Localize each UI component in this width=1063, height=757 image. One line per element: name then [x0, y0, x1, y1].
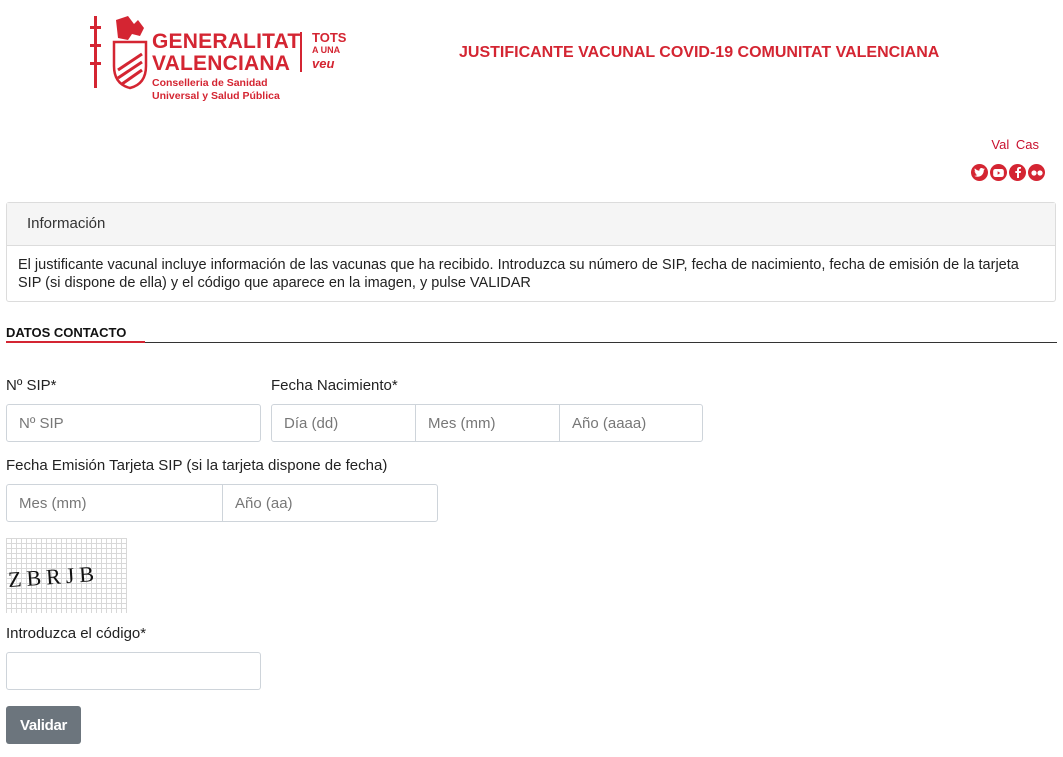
card-issue-year-input[interactable]: Año (aa) [235, 494, 293, 512]
logo-divider [300, 32, 302, 72]
info-panel-heading: Información [7, 203, 1055, 246]
language-switcher [988, 137, 1039, 152]
code-input[interactable] [6, 652, 261, 690]
language-cas-link[interactable]: Cas [1015, 137, 1039, 152]
info-panel [6, 202, 1056, 302]
card-issue-month-input[interactable]: Mes (mm) [7, 485, 223, 521]
sip-label: Nº SIP* [6, 377, 57, 394]
validate-button[interactable]: Validar [6, 706, 81, 744]
flickr-icon[interactable] [1028, 164, 1045, 181]
card-issue-date-label: Fecha Emisión Tarjeta SIP (si la tarjeta dispone de fecha) [6, 457, 388, 474]
department-name: Conselleria de Sanidad Universal y Salud Pública [152, 77, 280, 102]
sip-input[interactable]: Nº SIP [6, 404, 261, 442]
twitter-icon[interactable] [971, 164, 988, 181]
logo-motto: TOTS A UNA veu [312, 30, 347, 71]
captcha-text: ZBRJB [7, 560, 100, 593]
generalitat-logo [88, 14, 358, 104]
birth-day-input[interactable]: Día (dd) [272, 405, 416, 441]
youtube-icon[interactable] [990, 164, 1007, 181]
birth-date-label: Fecha Nacimiento* [271, 377, 398, 394]
facebook-icon[interactable] [1009, 164, 1026, 181]
page-title: JUSTIFICANTE VACUNAL COVID-19 COMUNITAT VALENCIANA [459, 44, 940, 61]
section-divider [6, 342, 1057, 343]
coat-of-arms-icon [88, 14, 148, 90]
card-issue-date-group [6, 484, 438, 522]
birth-year-input[interactable]: Año (aaaa) [572, 414, 647, 432]
section-accent-line [6, 341, 145, 343]
captcha-image [6, 538, 127, 613]
language-val-link[interactable]: Val [991, 137, 1010, 152]
section-title: DATOS CONTACTO [6, 325, 127, 340]
birth-month-input[interactable]: Mes (mm) [416, 405, 560, 441]
birth-date-group [271, 404, 703, 442]
social-links [971, 164, 1045, 181]
logo-wordmark: GENERALITAT VALENCIANA [152, 30, 301, 75]
info-panel-text: El justificante vacunal incluye información de las vacunas que ha recibido. Introduzca su número de SIP, fecha de nacimiento, fecha de emisión de la tarjeta SIP (si dispone de ella) y el código que aparece en la imagen, y pulse VALIDAR [18, 257, 1019, 291]
code-label: Introduzca el código* [6, 625, 147, 642]
